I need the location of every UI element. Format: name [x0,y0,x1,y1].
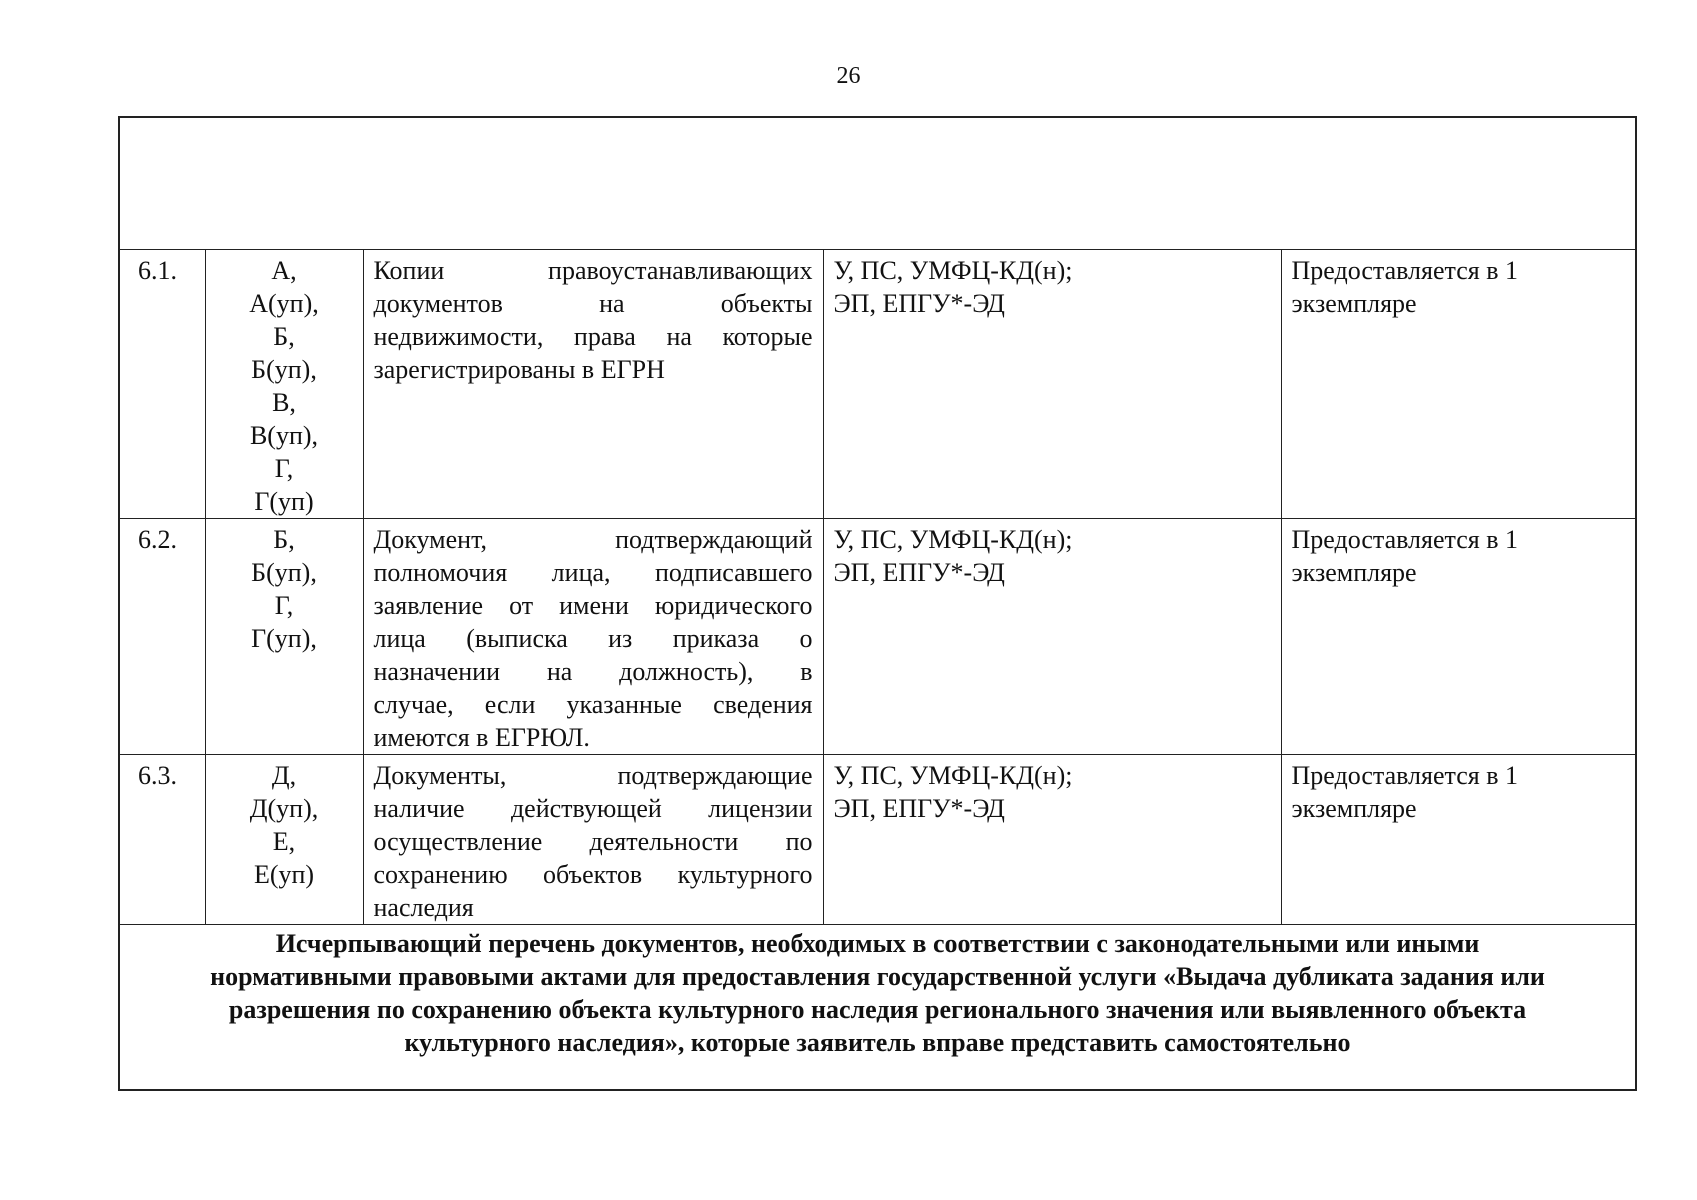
document-description [363,518,823,754]
method-line: ЭП, ЕПГУ*-ЭД [833,793,1005,823]
copies-note [1281,249,1636,518]
category-item: Б(уп), [251,557,317,587]
table-row [119,249,1636,518]
category-item: Б, [273,524,295,554]
section-heading-line: разрешения по сохранению объекта культурного наследия регионального значения или выявленного объекта [228,994,1527,1024]
note-line: экземпляре [1291,557,1417,587]
section-heading-line: нормативными правовыми актами для предоставления государственной услуги «Выдача дубликата задания или [210,961,1545,991]
row-number: 6.2. [119,518,205,754]
method-line: У, ПС, УМФЦ-КД(н); [833,524,1073,554]
description-line: зарегистрированы в ЕГРН [373,354,665,384]
submission-methods [823,249,1281,518]
table-row [119,518,1636,754]
description-line: Документ, подтверждающий [373,524,813,554]
section-heading-line: Исчерпывающий перечень документов, необходимых в соответствии с законодательными или иными [275,928,1480,958]
table-row [119,754,1636,924]
category-item: А(уп), [249,288,319,318]
submission-methods [823,754,1281,924]
description-line: наличие действующей лицензии [373,793,813,823]
submission-methods [823,518,1281,754]
description-line: заявление от имени юридического [373,590,813,620]
note-line: экземпляре [1291,793,1417,823]
row-number: 6.1. [119,249,205,518]
row-number: 6.3. [119,754,205,924]
table-footer-row [119,924,1636,1090]
category-item: Г, [274,453,294,483]
description-line: наследия [373,892,474,922]
document-description [363,754,823,924]
description-line: лица (выписка из приказа о [373,623,813,653]
method-line: У, ПС, УМФЦ-КД(н); [833,255,1073,285]
applicant-categories [205,518,363,754]
category-item: Д(уп), [249,793,319,823]
copies-note [1281,754,1636,924]
section-heading [119,924,1636,1090]
category-item: В(уп), [249,420,319,450]
note-line: Предоставляется в 1 [1291,255,1518,285]
table-header-blank-row [119,117,1636,249]
description-line: Документы, подтверждающие [373,760,813,790]
description-line: случае, если указанные сведения [373,689,813,719]
category-item: Г, [274,590,294,620]
category-item: Е, [272,826,296,856]
category-item: Е(уп) [253,859,315,889]
category-item: Г(уп), [251,623,317,653]
category-item: Б(уп), [251,354,317,384]
description-line: сохранению объектов культурного [373,859,813,889]
description-line: полномочия лица, подписавшего [373,557,813,587]
category-item: Г(уп) [254,486,314,516]
method-line: У, ПС, УМФЦ-КД(н); [833,760,1073,790]
copies-note [1281,518,1636,754]
section-heading-line: культурного наследия», которые заявитель вправе представить самостоятельно [404,1027,1351,1057]
category-item: В, [272,387,296,417]
description-line: имеются в ЕГРЮЛ. [373,722,590,752]
note-line: Предоставляется в 1 [1291,524,1518,554]
description-line: осуществление деятельности по [373,826,813,856]
applicant-categories [205,249,363,518]
applicant-categories [205,754,363,924]
category-item: Д, [271,760,297,790]
method-line: ЭП, ЕПГУ*-ЭД [833,557,1005,587]
method-line: ЭП, ЕПГУ*-ЭД [833,288,1005,318]
document-description [363,249,823,518]
description-line: недвижимости, права на которые [373,321,813,351]
description-line: документов на объекты [373,288,813,318]
description-line: Копии правоустанавливающих [373,255,813,285]
description-line: назначении на должность), в [373,656,813,686]
blank-header-cell [119,117,1636,249]
note-line: экземпляре [1291,288,1417,318]
note-line: Предоставляется в 1 [1291,760,1518,790]
page-number: 26 [836,63,861,89]
category-item: А, [271,255,297,285]
category-item: Б, [273,321,295,351]
documents-table [118,116,1637,1091]
